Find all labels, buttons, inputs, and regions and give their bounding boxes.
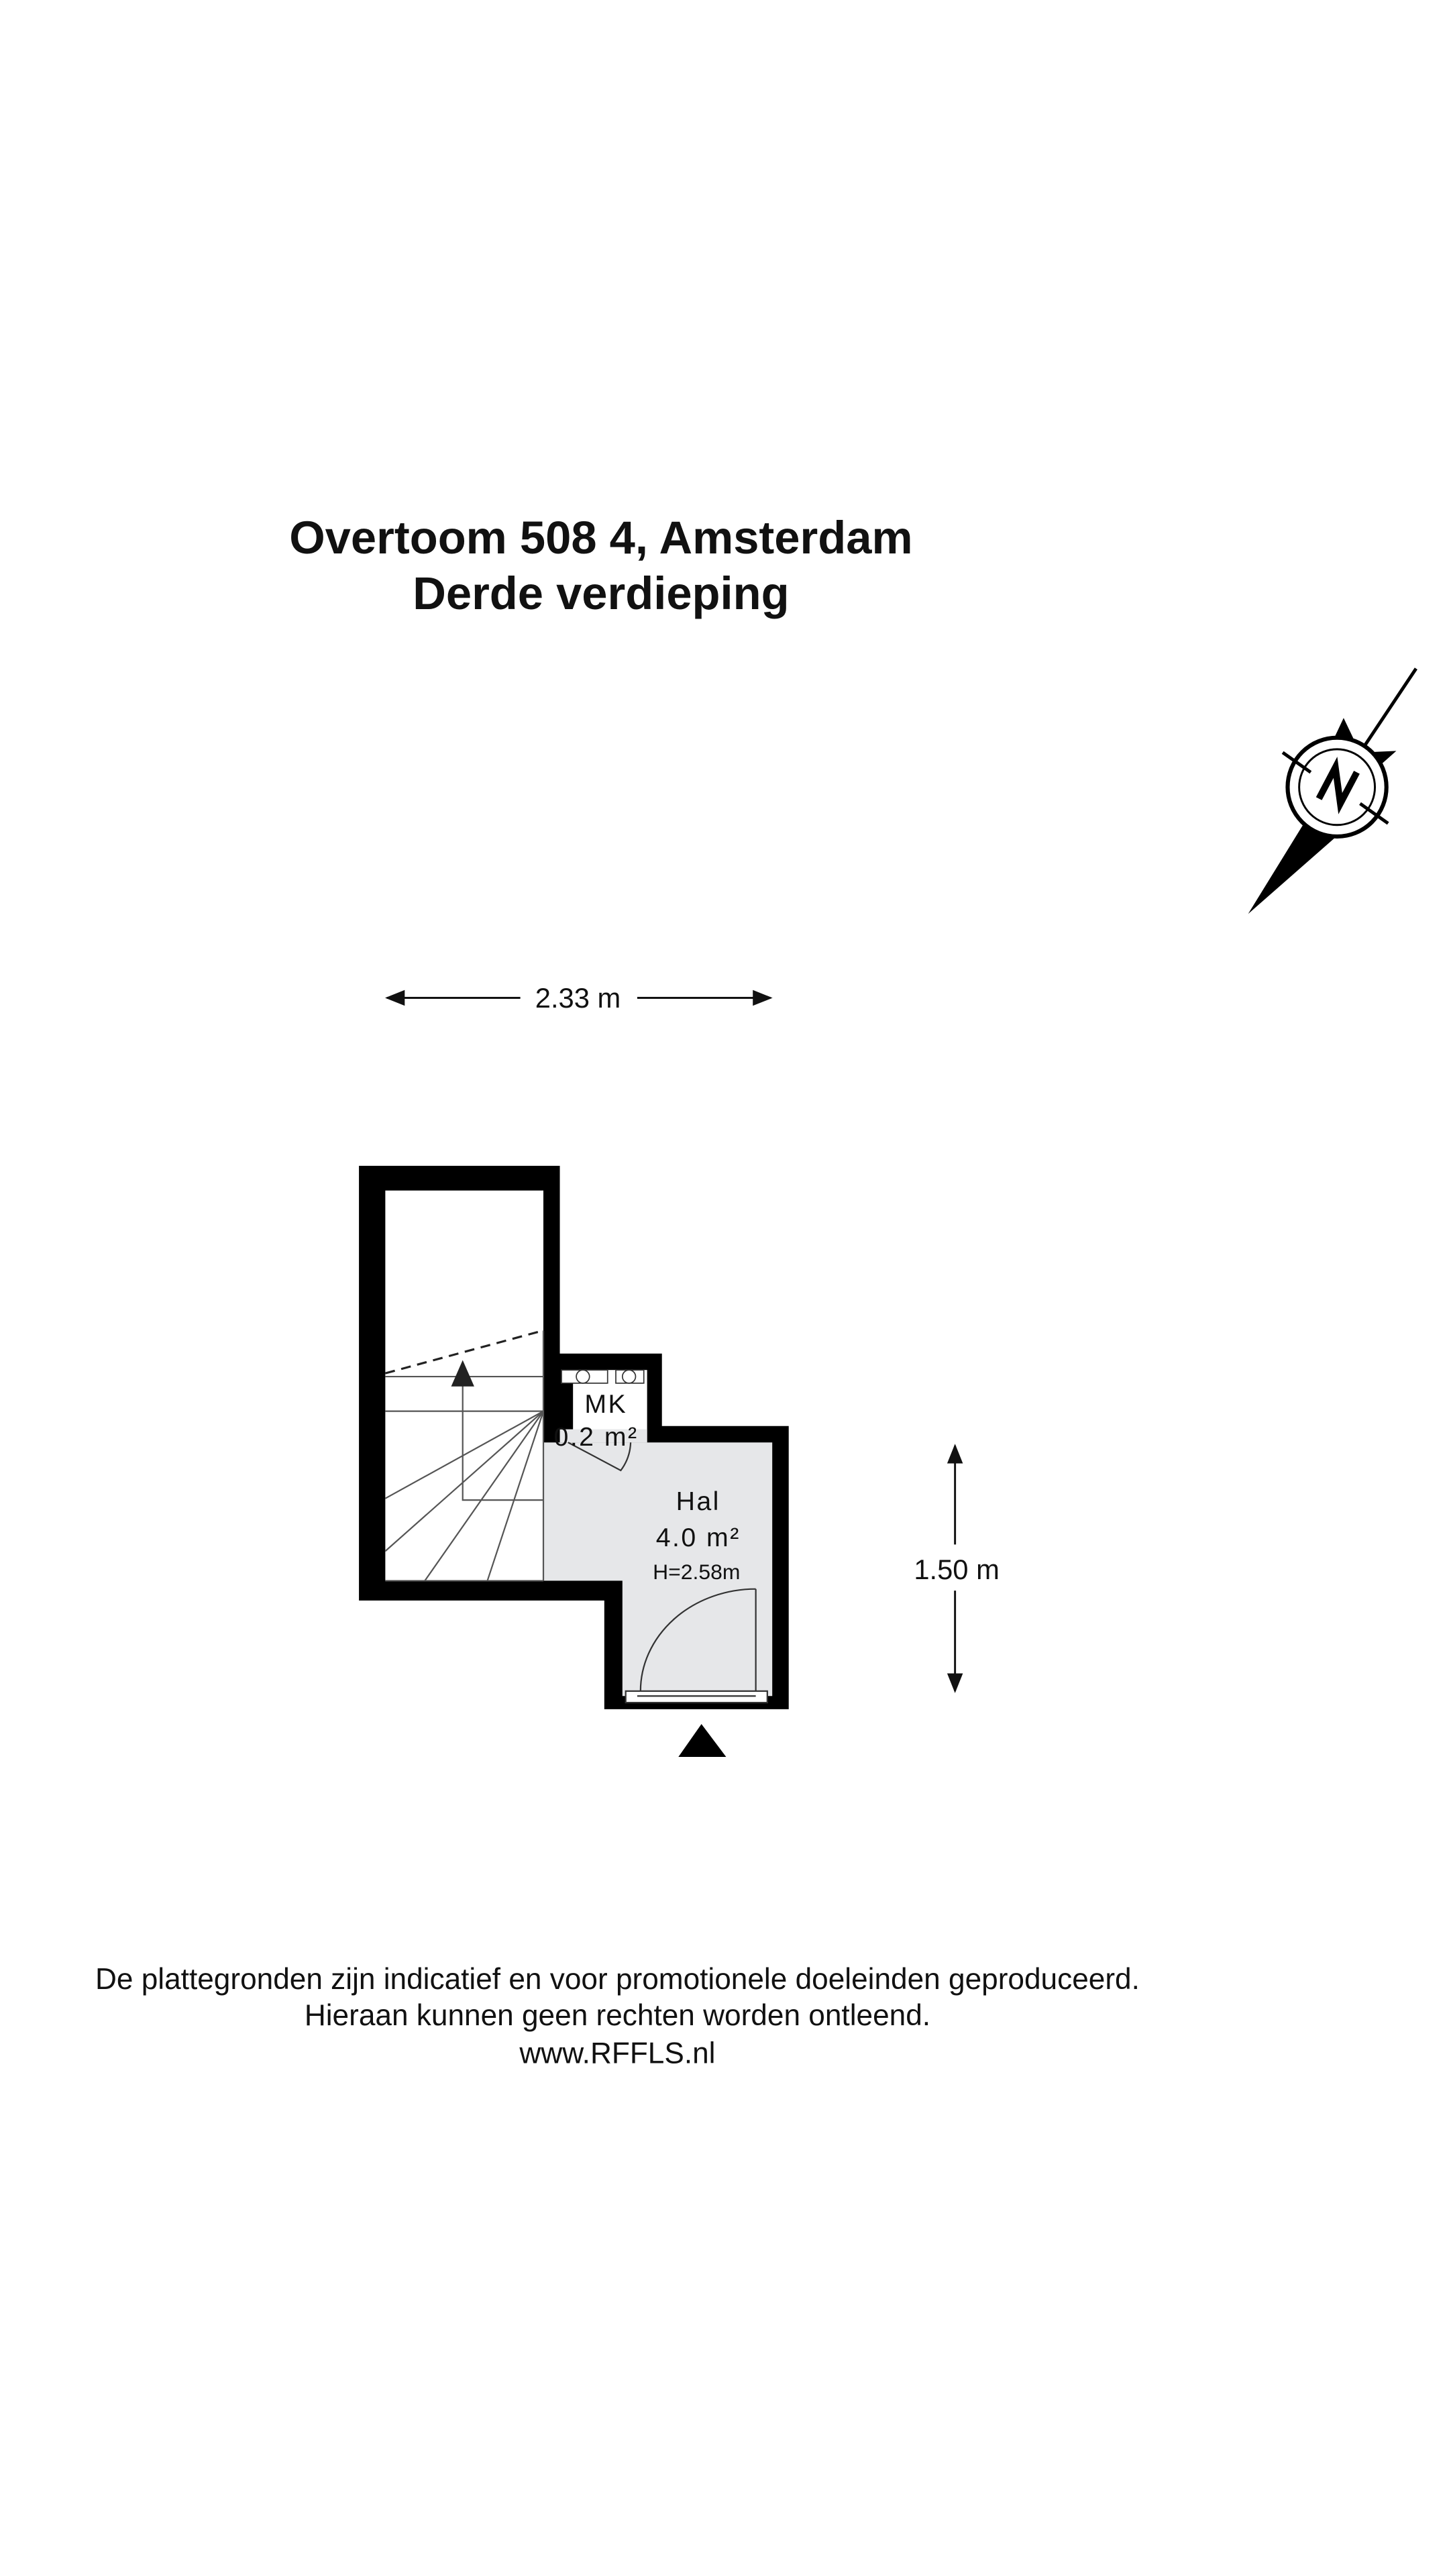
width-label: 2.33 m — [535, 982, 621, 1014]
disclaimer-line-2: Hieraan kunnen geen rechten worden ontleend. — [304, 1999, 931, 2033]
hal-name: Hal — [676, 1486, 720, 1516]
depth-dimension — [914, 1446, 1000, 1691]
depth-label: 1.50 m — [914, 1553, 1000, 1585]
floor-title: Derde verdieping — [413, 568, 790, 620]
entrance-arrow-icon — [678, 1724, 726, 1757]
hal-height: H=2.58m — [653, 1559, 741, 1584]
mk-area: 0.2 m² — [553, 1422, 639, 1452]
disclaimer-line-1: De plattegronden zijn indicatief en voor promotionele doeleinden geproduceerd. — [95, 1963, 1140, 1996]
north-compass-icon — [1248, 669, 1416, 914]
address-title: Overtoom 508 4, Amsterdam — [289, 511, 913, 564]
width-dimension — [387, 982, 771, 1014]
hal-area: 4.0 m² — [655, 1522, 741, 1552]
website-link[interactable]: www.RFFLS.nl — [519, 2037, 716, 2070]
mk-name: MK — [584, 1389, 628, 1419]
meter-icons — [561, 1370, 644, 1383]
